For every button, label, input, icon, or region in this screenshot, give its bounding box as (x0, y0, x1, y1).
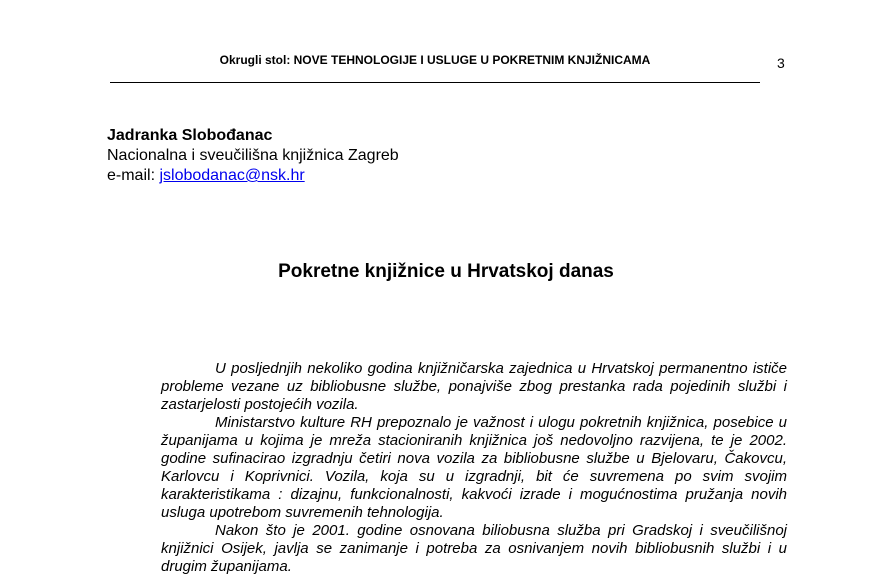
paragraph: Ministarstvo kulture RH prepoznalo je važnost i ulogu pokretnih knjižnica, posebice u županijama u kojima je mreža stacioniranih knjižnica još nedovoljno razvijena, te je 2002. godine sufinacirao izgradnju četiri nova vozila za bibliobusne službe u Bjelovaru, Čakovcu, Karlovcu i Koprivnici. Vozila, koja su u izgradnji, bit će suvremena po svim svojim karakteristikama : dizajnu, funkcionalnosti, kakvoći izrade i mogućnostima pružanja novih usluga upotrebom suvremenih tehnologija. (161, 414, 787, 521)
author-email-line (107, 166, 399, 186)
running-header-title: Okrugli stol: NOVE TEHNOLOGIJE I USLUGE U POKRETNIM KNJIŽNICAMA (219, 53, 651, 67)
email-label: e-mail: (107, 167, 160, 184)
paragraph: U posljednjih nekoliko godina knjižničarska zajednica u Hrvatskoj permanentno ističe probleme vezane uz bibliobusne službe, ponajviše zbog prestanka rada pojedinih službi i zastarjelosti postojećih vozila. (161, 360, 787, 413)
author-block (107, 126, 399, 186)
page-number: 3 (777, 55, 785, 71)
author-institution: Nacionalna i sveučilišna knjižnica Zagreb (107, 147, 399, 164)
body-text (161, 360, 787, 576)
author-name: Jadranka Slobođanac (107, 127, 273, 144)
document-title: Pokretne knjižnice u Hrvatskoj danas (278, 261, 614, 282)
header-divider (110, 82, 760, 83)
email-link[interactable]: jslobodanac@nsk.hr (159, 167, 305, 184)
paragraph: Nakon što je 2001. godine osnovana biliobusna služba pri Gradskoj i sveučilišnoj knjižnici Osijek, javlja se zanimanje i potreba za osnivanjem novih bibliobusnih službi i u drugim županijama. (161, 522, 787, 575)
